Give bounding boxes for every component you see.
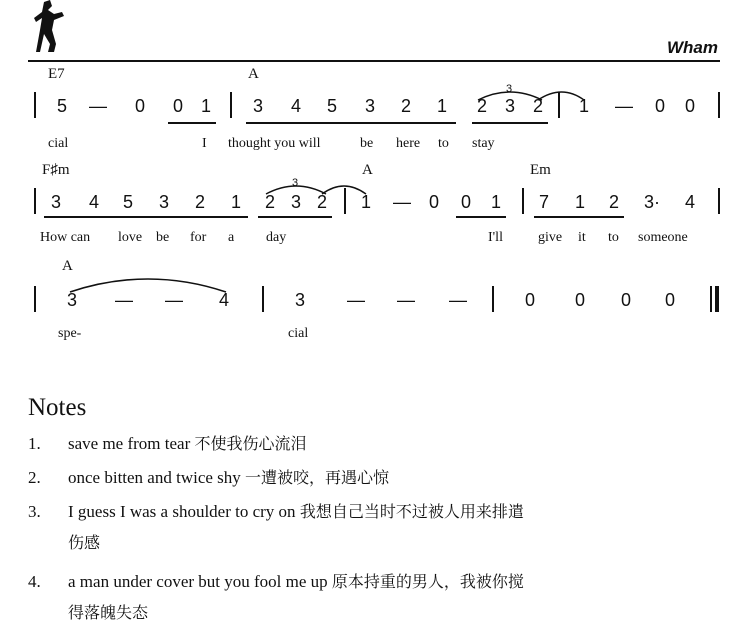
note-digit: 4 <box>684 192 695 212</box>
note-digit: — <box>393 192 411 212</box>
note-item <box>28 566 728 628</box>
tie-slur <box>538 92 584 100</box>
lyric-word: day <box>266 230 287 245</box>
tie-slur <box>322 186 366 194</box>
note-digit: 4 <box>88 192 99 212</box>
chord-symbol: F♯m <box>42 162 70 178</box>
lyric-word: a <box>228 230 235 245</box>
lyric-word: How can <box>40 230 91 245</box>
note-chinese: 不使我伤心流泪 <box>194 434 307 453</box>
note-digit: 5 <box>122 192 133 212</box>
note-chinese-continued: 伤感 <box>68 533 101 552</box>
lyric-word: give <box>538 230 563 245</box>
note-digit: 7 <box>538 192 549 212</box>
note-digit: — <box>115 290 133 310</box>
long-slur <box>70 279 226 292</box>
lyric-word: it <box>578 230 586 245</box>
note-digit: 2 <box>400 96 411 116</box>
note-digit: 4 <box>290 96 301 116</box>
note-digit: 3· <box>643 192 660 212</box>
note-digit: 5 <box>56 96 67 116</box>
lyric-word: be <box>156 230 170 245</box>
note-digit: 3 <box>504 96 515 116</box>
note-item <box>28 462 728 493</box>
lyric-word: I <box>202 136 207 151</box>
note-digit: 1 <box>360 192 371 212</box>
note-chinese: 原本持重的男人，我被你搅 <box>331 572 524 591</box>
artist-name: Wham <box>667 38 718 57</box>
note-digit: 0 <box>684 96 695 116</box>
note-digit: 2 <box>194 192 205 212</box>
notes-title: Notes <box>28 394 87 421</box>
note-english: a man under cover but you fool me up <box>68 572 332 591</box>
lyric-word: someone <box>638 230 688 245</box>
note-digit: 0 <box>620 290 631 310</box>
note-digit: 2 <box>476 96 487 116</box>
note-digit: — <box>347 290 365 310</box>
note-digit: 5 <box>326 96 337 116</box>
note-digit: 3 <box>294 290 305 310</box>
note-digit: 2 <box>264 192 275 212</box>
note-digit: — <box>397 290 415 310</box>
note-digit: 0 <box>654 96 665 116</box>
note-digit: — <box>449 290 467 310</box>
note-number: 2. <box>28 468 41 487</box>
lyric-word: cial <box>48 136 69 151</box>
note-digit: 1 <box>578 96 589 116</box>
triplet-mark: 3 <box>292 177 299 189</box>
lyric-word: thought you will <box>228 136 321 151</box>
note-digit: 0 <box>172 96 183 116</box>
note-number: 1. <box>28 434 41 453</box>
note-digit: 3 <box>158 192 169 212</box>
note-digit: — <box>165 290 183 310</box>
note-digit: 3 <box>364 96 375 116</box>
note-digit: 1 <box>574 192 585 212</box>
note-number: 4. <box>28 572 41 591</box>
note-digit: 1 <box>490 192 501 212</box>
lyric-word: cial <box>288 326 309 341</box>
note-digit: 3 <box>252 96 263 116</box>
note-digit: — <box>615 96 633 116</box>
chord-symbol: Em <box>530 162 551 178</box>
note-digit: 2 <box>532 96 543 116</box>
lyric-word: to <box>438 136 449 151</box>
chord-symbol: A <box>248 66 259 82</box>
note-digit: 2 <box>316 192 327 212</box>
lyric-word: spe- <box>58 326 82 341</box>
note-chinese: 我想自己当时不过被人用来排遣 <box>299 502 524 521</box>
lyric-word: for <box>190 230 207 245</box>
lyric-word: I'll <box>488 230 503 245</box>
lyric-word: be <box>360 136 374 151</box>
note-digit: 0 <box>460 192 471 212</box>
note-digit: 3 <box>50 192 61 212</box>
note-digit: 1 <box>230 192 241 212</box>
lyric-word: love <box>118 230 143 245</box>
chord-symbol: A <box>362 162 373 178</box>
chord-symbol: A <box>62 258 73 274</box>
lyric-word: stay <box>472 136 495 151</box>
note-digit: 0 <box>428 192 439 212</box>
note-digit: 3 <box>66 290 77 310</box>
note-digit: 0 <box>574 290 585 310</box>
note-digit: 3 <box>290 192 301 212</box>
note-number: 3. <box>28 502 41 521</box>
note-english: once bitten and twice shy <box>68 468 246 487</box>
note-chinese: 一遭被咬，再遇心惊 <box>245 468 390 487</box>
note-digit: 2 <box>608 192 619 212</box>
note-item <box>28 496 728 558</box>
note-digit: 1 <box>436 96 447 116</box>
note-english: save me from tear <box>68 434 195 453</box>
note-item <box>28 428 728 459</box>
note-digit: — <box>89 96 107 116</box>
note-english: I guess I was a shoulder to cry on <box>68 502 300 521</box>
note-digit: 0 <box>134 96 145 116</box>
lyric-word: to <box>608 230 619 245</box>
note-digit: 0 <box>664 290 675 310</box>
triplet-mark: 3 <box>506 83 513 95</box>
note-digit: 4 <box>218 290 229 310</box>
lyric-word: here <box>396 136 421 151</box>
chord-symbol: E7 <box>48 66 65 82</box>
note-digit: 1 <box>200 96 211 116</box>
note-chinese-continued: 得落魄失态 <box>68 603 149 622</box>
note-digit: 0 <box>524 290 535 310</box>
